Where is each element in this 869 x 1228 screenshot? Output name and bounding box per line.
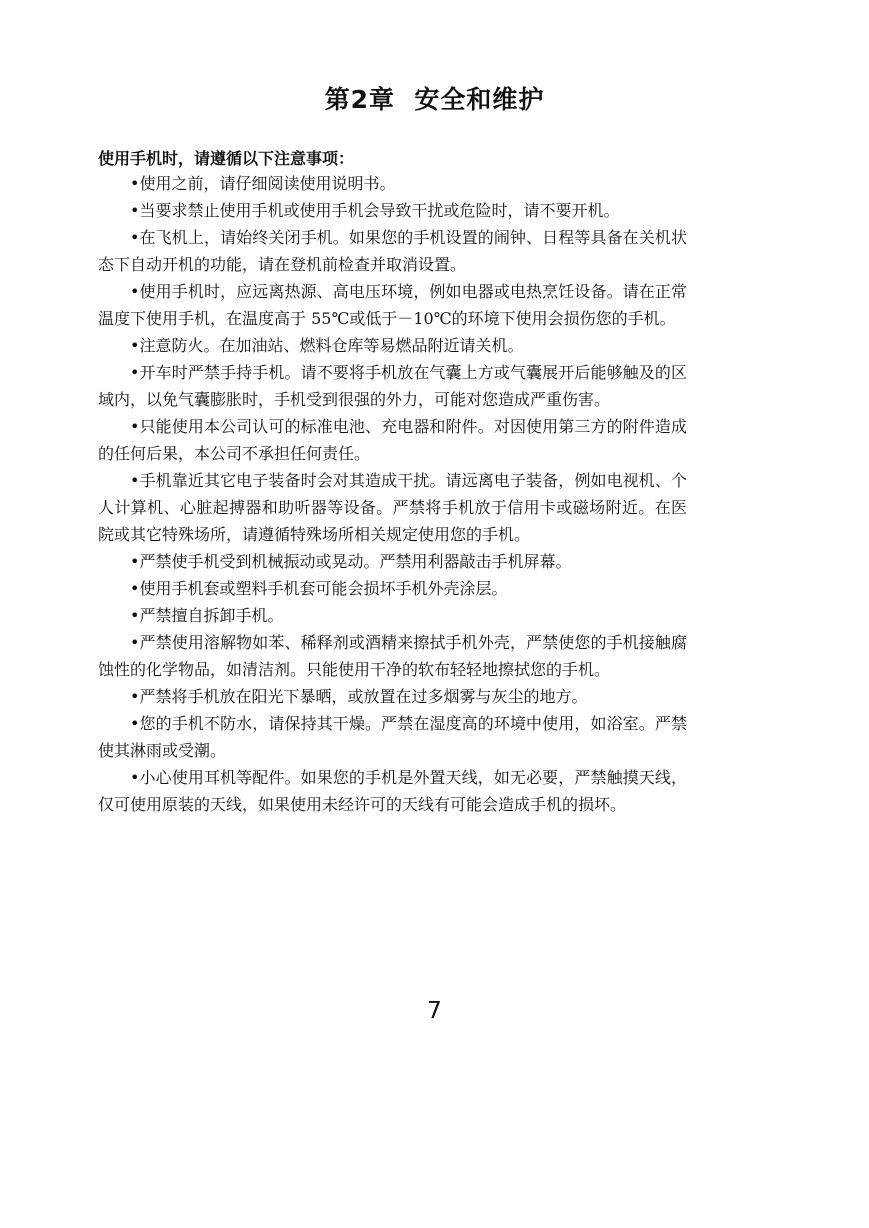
list-item: • 注意防火。在加油站、燃料仓库等易燃品附近请关机。 [98, 332, 687, 359]
intro-heading: 使用手机时，请遵循以下注意事项： [98, 149, 355, 168]
list-item: • 当要求禁止使用手机或使用手机会导致干扰或危险时，请不要开机。 [98, 197, 687, 224]
list-item: • 只能使用本公司认可的标准电池、充电器和附件。对因使用第三方的附件造成的任何后果，本公司不承担任何责任。 [98, 413, 687, 467]
list-item: • 开车时严禁手持手机。请不要将手机放在气囊上方或气囊展开后能够触及的区域内，以免气囊膨胀时，手机受到很强的外力，可能对您造成严重伤害。 [98, 359, 687, 413]
list-item: • 使用手机套或塑料手机套可能会损坏手机外壳涂层。 [98, 575, 687, 602]
chapter-title: 第2章 安全和维护 [324, 85, 545, 114]
list-item: • 使用之前，请仔细阅读使用说明书。 [98, 170, 687, 197]
list-item: • 严禁使用溶解物如苯、稀释剂或酒精来擦拭手机外壳，严禁使您的手机接触腐蚀性的化学物品，如清洁剂。只能使用干净的软布轻轻地擦拭您的手机。 [98, 629, 687, 683]
list-item: • 小心使用耳机等配件。如果您的手机是外置天线，如无必要，严禁触摸天线，仅可使用原装的天线，如果使用未经许可的天线有可能会造成手机的损坏。 [98, 764, 687, 818]
list-item: • 严禁使手机受到机械振动或晃动。严禁用利器敲击手机屏幕。 [98, 548, 687, 575]
list-item: • 使用手机时，应远离热源、高电压环境，例如电器或电热烹饪设备。请在正常温度下使用手机，在温度高于 55℃或低于－10℃的环境下使用会损伤您的手机。 [98, 278, 687, 332]
page-number: 7 [427, 998, 442, 1024]
list-item: • 严禁擅自拆卸手机。 [98, 602, 687, 629]
safety-list [98, 170, 687, 818]
list-item: • 严禁将手机放在阳光下暴晒，或放置在过多烟雾与灰尘的地方。 [98, 683, 687, 710]
list-item: • 在飞机上，请始终关闭手机。如果您的手机设置的闹钟、日程等具备在关机状态下自动开机的功能，请在登机前检查并取消设置。 [98, 224, 687, 278]
list-item: • 您的手机不防水，请保持其干燥。严禁在湿度高的环境中使用，如浴室。严禁使其淋雨或受潮。 [98, 710, 687, 764]
list-item: • 手机靠近其它电子装备时会对其造成干扰。请远离电子装备，例如电视机、个人计算机、心脏起搏器和助听器等设备。严禁将手机放于信用卡或磁场附近。在医院或其它特殊场所，请遵循特殊场所相关规定使用您的手机。 [98, 467, 687, 548]
